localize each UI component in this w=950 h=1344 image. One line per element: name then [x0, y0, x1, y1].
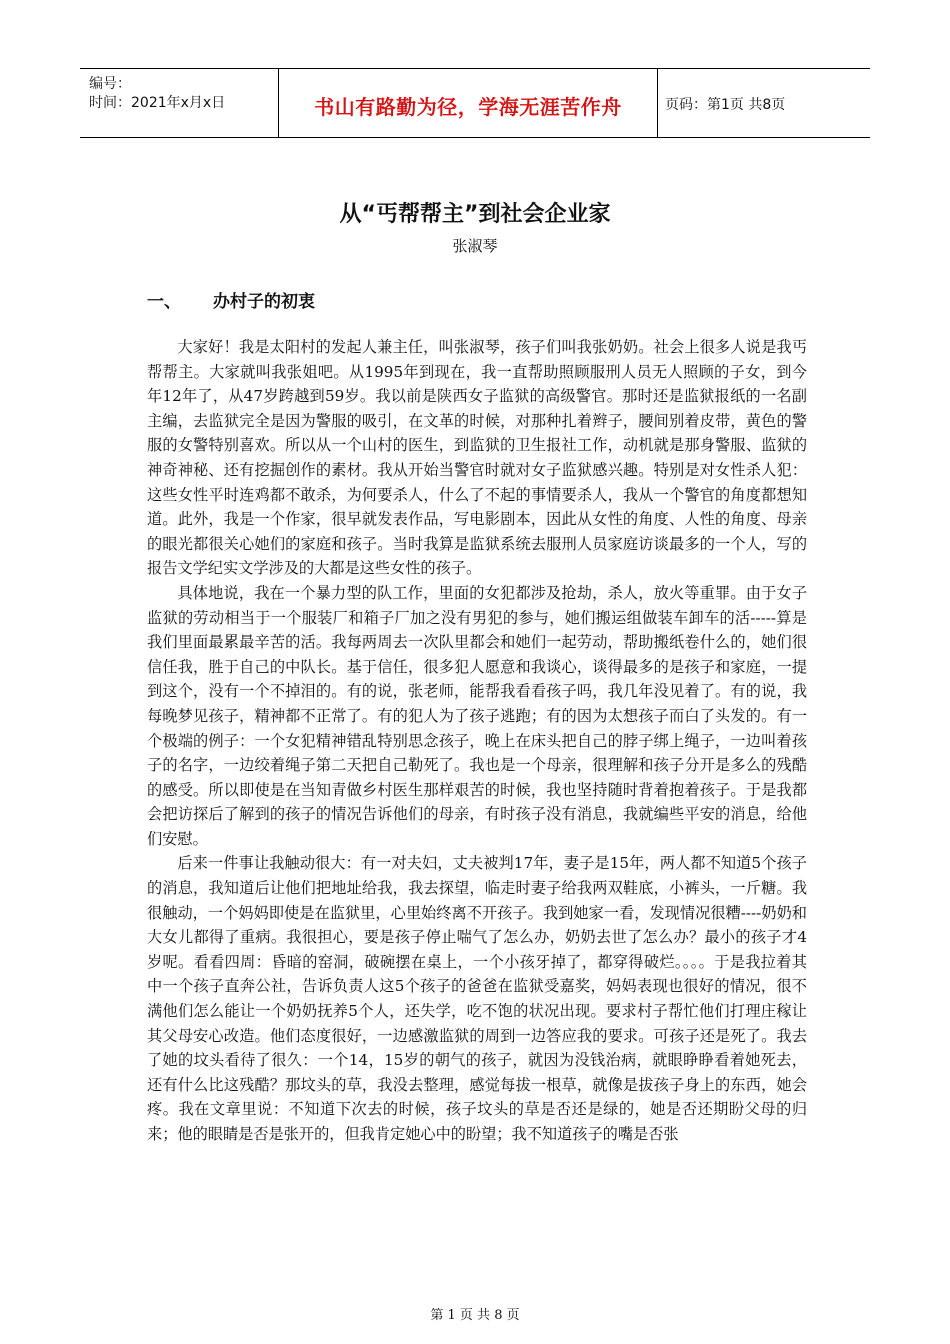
paragraph: 具体地说，我在一个暴力型的队工作，里面的女犯都涉及抢劫，杀人，放火等重罪。由于女子监狱的劳动相当于一个服装厂和箱子厂加之没有男犯的参与，她们搬运组做装车卸车的活-----算是我们里面最累最辛苦的活。我每两周去一次队里都会和她们一起劳动，帮助搬纸卷什么的，她们很信任我，胜于自己的中队长。基于信任，很多犯人愿意和我谈心，谈得最多的是孩子和家庭，一提到这个，没有一个不掉泪的。有的说，张老师，能帮我看看孩子吗，我几年没见着了。有的说，我每晚梦见孩子，精神都不正常了。有的犯人为了孩子逃跑；有的因为太想孩子而白了头发的。有一个极端的例子：一个女犯精神错乱特别思念孩子，晚上在床头把自己的脖子绑上绳子，一边叫着孩子的名字，一边绞着绳子第二天把自己勒死了。我也是一个母亲，很理解和孩子分开是多么的残酷的感受。所以即使是在当知青做乡村医生那样艰苦的时候，我也坚持随时背着抱着孩子。于是我都会把访探后了解到的孩子的情况告诉他们的母亲，有时孩子没有消息，我就编些平安的消息，给他们安慰。 — [147, 583, 807, 848]
paragraph: 大家好！我是太阳村的发起人兼主任，叫张淑琴，孩子们叫我张奶奶。社会上很多人说是我丐帮帮主。大家就叫我张姐吧。从1995年到现在，我一直帮助照顾服刑人员无人照顾的子女，到今年12年了，从47岁跨越到59岁。我以前是陕西女子监狱的高级警官。那时还是监狱报纸的一名副主编，去监狱完全是因为警服的吸引，在文革的时候，对那种扎着辫子，腰间别着皮带，黄色的警服的女警特别喜欢。所以从一个山村的医生，到监狱的卫生报社工作，动机就是那身警服、监狱的神奇神秘、还有挖掘创作的素材。我从开始当警官时就对女子监狱感兴趣。特别是对女性杀人犯：这些女性平时连鸡都不敢杀，为何要杀人，什么了不起的事情要杀人，我从一个警官的角度都想知道。此外，我是一个作家，很早就发表作品，写电影剧本，因此从女性的角度、人性的角度、母亲的眼光都很关心她们的家庭和孩子。当时我算是监狱系统去服刑人员家庭访谈最多的一个人，写的报告文学纪实文学涉及的大都是这些女性的孩子。 — [147, 338, 807, 578]
author: 张淑琴 — [452, 237, 498, 255]
time-label: 时间：2021年x月x日 — [89, 95, 226, 111]
header-page-cell — [658, 69, 870, 137]
header-motto-cell — [279, 69, 658, 137]
motto: 书山有路勤为径，学海无涯苦作舟 — [314, 95, 622, 119]
document-title: 从“丐帮帮主”到社会企业家 — [339, 202, 611, 227]
header-left-cell — [80, 69, 279, 137]
section-heading — [147, 287, 315, 312]
paragraph: 后来一件事让我触动很大：有一对夫妇，丈夫被判17年，妻子是15年，两人都不知道5个孩子的消息，我知道后让他们把地址给我，我去探望，临走时妻子给我两双鞋底，小裤头，一斤糖。我很触动，一个妈妈即使是在监狱里，心里始终离不开孩子。我到她家一看，发现情况很糟----奶奶和大女儿都得了重病。我很担心，要是孩子停止喘气了怎么办，奶奶去世了怎么办？最小的孩子才4岁呢。看看四周：昏暗的窑洞，破碗摆在桌上，一个小孩牙掉了，都穿得破烂。。。。于是我拉着其中一个孩子直奔公社，告诉负责人这5个孩子的爸爸在监狱受嘉奖，妈妈表现也很好的情况，很不满他们怎么能让一个奶奶抚养5个人，还失学，吃不饱的状况出现。要求村子帮忙他们打理庄稼让其父母安心改造。他们态度很好，一边感激监狱的周到一边答应我的要求。可孩子还是死了。我去了她的坟头看待了很久：一个14，15岁的朝气的孩子，就因为没钱治病，就眼睁睁看着她死去，还有什么比这残酷？那坟头的草，我没去整理，感觉每拔一根草，就像是拔孩子身上的东西，她会疼。我在文章里说：不知道下次去的时候，孩子坟头的草是否还是绿的，她是否还期盼父母的归来；他的眼睛是否是张开的，但我肯定她心中的盼望；我不知道孩子的嘴是否张 — [147, 854, 807, 1143]
section-number: 一、 — [147, 292, 181, 312]
section-title: 办村子的初衷 — [213, 292, 315, 312]
page-info: 页码：第1页 共8页 — [665, 97, 786, 113]
body-text — [147, 335, 807, 1147]
serial-label: 编号： — [89, 76, 131, 92]
page-footer: 第 1 页 共 8 页 — [430, 1308, 520, 1323]
header-table — [80, 68, 870, 138]
